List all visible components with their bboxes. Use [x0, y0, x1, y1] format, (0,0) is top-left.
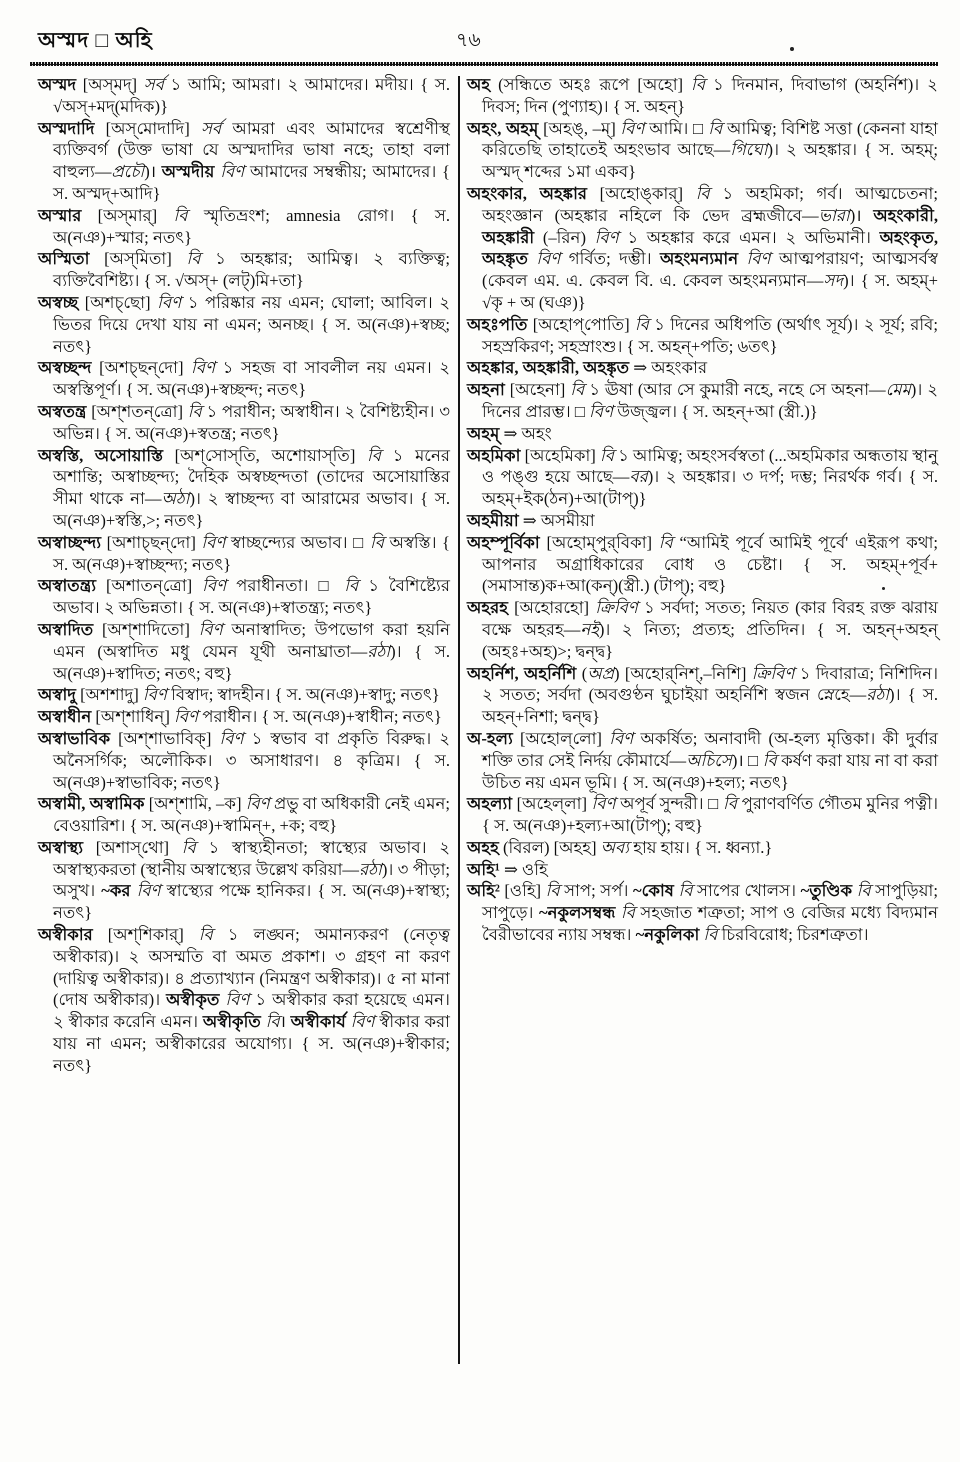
- dictionary-entry: [38, 357, 450, 401]
- definition-text: পরাধীন। { স. অ(নঞ)+স্বাধীন; নতৎ}: [202, 707, 442, 727]
- headword: অস্বাভাবিক: [38, 728, 119, 748]
- headword: অস্মিতা: [38, 249, 105, 269]
- headword: অহর্নিশ, অহর্নিশি: [467, 663, 582, 683]
- pos-label: বি: [856, 881, 876, 901]
- pos-label: অব্য: [600, 837, 634, 857]
- dictionary-entry: [38, 74, 450, 118]
- pos-label: সদ: [823, 271, 844, 291]
- definition-text: [অশ্‌শাভাবিক্]: [118, 728, 220, 748]
- definition-text: [অশ্‌সোস্‌তি, অশোয়াস্‌তি]: [174, 445, 368, 465]
- definition-text: “আমিই পূর্বে আমিই পূর্বে' এইরূপ কথা; আপনার অগ্রাধিকারের বোধ ও চেষ্টা। { স. অহম্+পূর্ব+(সমাসান্ত)ক+আ(কন্)(স্ত্রী.) (টাপ্); বহু}: [482, 532, 938, 596]
- headword: অহঃপতি: [467, 314, 533, 334]
- pos-label: রঠা: [359, 859, 382, 879]
- headword: অহি¹: [467, 859, 504, 879]
- headword: অস্মদ: [38, 75, 83, 94]
- headword: ~নকুলসম্বন্ধ: [539, 903, 621, 923]
- definition-text: [ওহি]: [504, 881, 546, 901]
- definition-text: (: [581, 663, 588, 683]
- dictionary-entry: [38, 575, 450, 619]
- definition-text: [অহোম্‌পুর্‌বিকা]: [546, 532, 659, 552]
- pos-label: বিণ: [174, 707, 203, 727]
- dictionary-entry: [38, 205, 450, 249]
- column-divider: [458, 76, 460, 1364]
- headword: অহল্যা: [467, 794, 517, 814]
- dictionary-entry: [467, 597, 938, 662]
- definition-text: পুরাণবর্ণিত গৌতম মুনির পত্নী। { স. অ(নঞ)+হল্য+আ(টাপ্); বহু}: [482, 794, 939, 836]
- definition-text: ১ লঙ্ঘন; অমান্যকরণ (নেতৃত্ব অস্বীকার)। ২ অসম্মতি বা অমত প্রকাশ। ৩ গ্রহণ না করণ (দায়িত্ব অস্বীকার)। ৪ প্রত্যাখ্যান (নিমন্ত্রণ অস্বীকার)। ৫ না মানা (দোষ অস্বীকার)।: [53, 925, 451, 1010]
- dictionary-entry: [38, 837, 450, 924]
- definition-text: অপূর্ব সুন্দরী। □: [620, 794, 724, 814]
- definition-text: )। ২ অহঙ্কার। { স. অহম্; অস্মদ্ শব্দের ১মা একব}: [482, 140, 938, 182]
- definition-text: [অহোপ্‌পোতি]: [532, 314, 635, 334]
- definition-text: [অশচ্‌ছো]: [84, 292, 158, 312]
- definition-text: )।: [144, 162, 162, 182]
- definition-text: (–রিন): [542, 227, 595, 247]
- definition-text: [অশ্‌শাধিন্]: [95, 707, 175, 727]
- pos-label: বিণ: [157, 292, 188, 312]
- headword: অস্বীকার: [38, 925, 108, 945]
- headword: অস্বাতন্ত্র্য: [38, 576, 107, 596]
- pos-label: বিণ: [142, 685, 172, 705]
- definition-text: [অহেমিকা]: [524, 445, 600, 465]
- dictionary-entry: [38, 532, 450, 576]
- headword: অস্বীকৃতি: [202, 1012, 266, 1032]
- definition-text: )।: [849, 205, 874, 225]
- pos-label: বি: [181, 837, 209, 857]
- pos-label: বিণ: [219, 728, 252, 748]
- headword: অস্বাধীন: [38, 707, 96, 727]
- dictionary-entry: [38, 292, 450, 357]
- dictionary-entry: [38, 619, 450, 684]
- definition-text: )। ২ নিত্য; প্রত্যহ; প্রতিদিন। { স. অহন্+অহন্ (অহঃ+অহ)>; দ্বন্দ্ব}: [482, 619, 938, 661]
- pos-label: বিণ: [591, 794, 621, 814]
- pos-label: বিণ: [220, 162, 250, 182]
- pos-label: বিণ: [594, 227, 628, 247]
- definition-text: ১ অহঙ্কার করে এমন। ২ অভিমানী।: [627, 227, 880, 247]
- pos-label: বিণ: [136, 881, 167, 901]
- dictionary-entry: [467, 859, 938, 881]
- headword: অহংমন্যমান: [660, 249, 747, 269]
- definition-text: ১ দিনের অধিপতি (অর্থাৎ সূর্য)। ২ সূর্য; রবি; সহস্রকিরণ; সহস্রাংশু। { স. অহন্+পতি; ৬তৎ}: [482, 314, 938, 356]
- headword: অহরহ: [467, 598, 515, 618]
- definition-text: )। ২ অহঙ্কার। ৩ দর্প; দম্ভ; নিরর্থক গর্ব। { স. অহম্+ইক(ঠন)+আ(টাপ্)}: [482, 467, 938, 509]
- definition-text: উজ্জ্বল। { স. অহন্+আ (স্ত্রী.)}: [617, 401, 818, 421]
- definition-text: সাপের খোলস।: [696, 881, 801, 901]
- definition-text: [অশাস্‌থো]: [95, 837, 182, 857]
- definition-text: ⇒ অহংকার: [633, 358, 708, 378]
- pos-label: সর্ব: [143, 75, 171, 94]
- dictionary-entry: [467, 837, 938, 859]
- pos-label: ক্রিবিণ: [595, 598, 644, 618]
- definition-text: গর্বিত; দম্ভী।: [568, 249, 661, 269]
- pos-label: সর্ব: [200, 118, 233, 138]
- definition-text: ১ পরাধীন; অস্বাধীন। ২ বৈশিষ্ট্যহীন। ৩ অভিন্ন। { স. অ(নঞ)+স্বতন্ত্র; নতৎ}: [53, 401, 451, 443]
- headword: অস্বাদিত: [38, 619, 102, 639]
- definition-text: )। { স. অহন্+নিশা; দ্বন্দ্ব}: [482, 685, 938, 727]
- pos-label: বর: [629, 467, 648, 487]
- pos-label: বি: [265, 1012, 280, 1032]
- headword: অস্বীকার্য: [290, 1012, 351, 1032]
- pos-label: বি: [367, 445, 393, 465]
- pos-label: বি: [344, 576, 369, 596]
- definition-text: (সন্ধিতে অহঃ রূপে [অহো]: [498, 75, 692, 94]
- pos-label: বি: [186, 249, 216, 269]
- definition-text: আমিত্ব; বিশিষ্ট সত্তা (কেননা যাহা করিতেছি তাহাতেই অহংভাব আছে—: [482, 118, 938, 160]
- definition-text: আমি। □: [649, 118, 709, 138]
- definition-text: )। { স. অ(নঞ)+স্বাদিত; নতৎ; বহু}: [53, 641, 450, 683]
- definition-text: [অহেল্‌লা]: [516, 794, 592, 814]
- definition-text: [অহোরহো]: [514, 598, 596, 618]
- definition-text: ⇒ অসমীয়া: [522, 510, 595, 530]
- definition-text: [অহঙ্, –ম্]: [543, 118, 621, 138]
- definition-text: ১ সর্বদা; সতত; নিয়ত (কার বিরহ রক্ত ঝরায় বক্ষে অহরহ—: [482, 598, 938, 639]
- definition-text: স্মৃতিভ্রংশ; amnesia রোগ। { স. অ(নঞ)+স্মার; নতৎ}: [53, 205, 450, 247]
- definition-text: [অশচ্‌ছন্‌দো]: [99, 358, 192, 378]
- headword: অহং, অহম্: [467, 118, 544, 138]
- definition-text: ১ আমিত্ব; অহংসর্বস্বতা (...অহমিকার অন্ধতায় স্থানু ও পঙ্গু হয়ে আছে—: [482, 445, 938, 487]
- definition-text: ⇒ ওহি: [503, 859, 548, 879]
- definition-text: অস্বস্তি। { স. অ(নঞ)+স্বাচ্ছন্দ্য; নতৎ}: [53, 532, 450, 574]
- dictionary-entry: [467, 183, 938, 314]
- definition-text: অকর্ষিত; অনাবাদী (অ-হল্য মৃত্তিকা। কী দুর্বার শক্তি তার সেই নির্দয় কৌমার্যে—: [482, 728, 938, 770]
- headword: অহহ: [467, 837, 503, 857]
- pos-label: রঠা: [367, 641, 391, 661]
- dictionary-entry: [38, 445, 450, 532]
- pos-label: বি: [723, 794, 742, 814]
- headword: অহম্: [467, 423, 504, 443]
- pos-label: বি: [678, 881, 697, 901]
- pos-label: বিণ: [536, 249, 569, 269]
- dictionary-entry: [38, 793, 450, 837]
- definition-text: [অহেনা]: [509, 380, 571, 400]
- headword: অহঙ্কার, অহঙ্কারী, অহঙ্কৃত: [467, 358, 634, 378]
- definition-text: [অশ্‌শিকার্]: [107, 925, 199, 945]
- definition-text: স্বাচ্ছন্দ্যের অভাব। □: [230, 532, 370, 552]
- pos-label: বিণ: [198, 619, 232, 639]
- dictionary-entry: [467, 663, 938, 728]
- definition-text: ১ বৈশিষ্ট্যের অভাব। ২ অভিন্নতা। { স. অ(নঞ)+স্বাতন্ত্র্য; নতৎ}: [53, 576, 451, 618]
- headword: অহংকৃত, অহঙ্কৃত: [482, 227, 939, 269]
- dictionary-entry: [467, 445, 938, 510]
- headword: অস্বস্তি, অসোয়াস্তি: [38, 445, 175, 465]
- headword: অহংকারী, অহঙ্কারী: [482, 205, 938, 247]
- definition-text: [অশাতন্‌ত্রো]: [106, 576, 203, 596]
- definition-text: প্রভু বা অধিকারী নেই এমন; বেওয়ারিশ। { স. অ(নঞ)+স্বামিন্+, +ক; বহু}: [53, 794, 450, 836]
- pos-label: বি: [695, 183, 723, 203]
- pos-label: রঠা: [866, 685, 890, 705]
- definition-text: )। □: [731, 750, 763, 770]
- definition-text: ১ স্বাস্থ্যহীনতা; স্বাস্থ্যের অভাব। ২ অস্বাস্থ্যকরতা (স্থানীয় অস্বাস্থ্যের উল্লেখ করিয়া—: [53, 837, 450, 879]
- pos-label: বিণ: [350, 1012, 380, 1032]
- definition-text: [অস্‌মিতা]: [104, 249, 187, 269]
- headword: অস্বাচ্ছন্দ্য: [38, 532, 107, 552]
- definition-text: ১ ঊষা (আর সে কুমারী নহে, নহে সে অহনা—: [589, 380, 886, 400]
- dictionary-entry: [38, 706, 450, 728]
- pos-label: বিণ: [245, 794, 274, 814]
- pos-label: ক্রিবিণ: [751, 663, 800, 683]
- pos-label: বি: [599, 445, 619, 465]
- definition-text: [অস্‌মার্]: [97, 205, 174, 225]
- pos-label: বি: [369, 532, 390, 552]
- definition-text: [অস্‌মদ্]: [82, 75, 144, 94]
- pos-label: বিণ: [202, 576, 237, 596]
- headword: ~কোষ: [633, 881, 679, 901]
- headword: অহম্পূর্বিকা: [467, 532, 547, 552]
- pos-label: অচিসে: [686, 750, 732, 770]
- definition-text: ১ স্বভাব বা প্রকৃতি বিরুদ্ধ। ২ অনৈসর্গিক; অলৌকিক। ৩ অসাধারণ। ৪ কৃত্রিম। { স. অ(নঞ)+স্বাভাবিক; নতৎ}: [53, 728, 451, 792]
- dictionary-entry: [467, 793, 938, 837]
- pos-label: বিণ: [609, 728, 641, 748]
- definition-text: আমাদের সম্বন্ধীয়; আমাদের। { স. অস্মদ্+আদি}: [53, 162, 450, 203]
- pos-label: বিণ: [225, 990, 256, 1010]
- dictionary-entry: [467, 880, 938, 945]
- headword: ~নকুলিকা: [635, 925, 704, 945]
- headword: অহমিকা: [467, 445, 525, 465]
- header-rule: [30, 62, 938, 66]
- headword: ~কর: [101, 881, 137, 901]
- headword: অহংকার, অহঙ্কার: [467, 183, 600, 203]
- pos-label: গিঘো: [730, 140, 768, 160]
- definition-text: ⇒ অহং: [503, 423, 552, 443]
- headword: অহি²: [467, 881, 505, 901]
- dictionary-entry: [467, 357, 938, 379]
- pos-label: বি: [198, 925, 228, 945]
- guide-words: অস্মদ □ অহি: [38, 28, 153, 52]
- pos-label: মেম: [885, 380, 911, 400]
- pos-label: বি: [173, 205, 204, 225]
- pos-label: বিণ: [620, 118, 650, 138]
- dictionary-entry: [38, 924, 450, 1077]
- page-number: ৭৬: [456, 30, 481, 51]
- definition-text: [অশাচ্‌ছন্‌দো]: [106, 532, 202, 552]
- pos-label: অঠা: [161, 489, 190, 509]
- definition-text: সাপুড়িয়া; সাপুড়ে।: [482, 881, 938, 923]
- headword: অস্বচ্ছন্দ: [38, 358, 100, 378]
- scan-speckle: [790, 47, 794, 51]
- definition-text: ১ দিবারাত্র; নিশিদিন। ২ সতত; সর্বদা (অবগুণ্ঠন ঘুচাইয়া অহর্নিশি স্বজন স্নেহে—: [482, 663, 939, 705]
- definition-text: ১ মনের অশান্তি; অস্বাচ্ছন্দ্য; দৈহিক অস্বচ্ছন্দতা (তাদের অসোয়াস্তির সীমা থাকে না—: [53, 445, 450, 509]
- definition-text: কর্ষণ করা যায় না বা করা উচিত নয় এমন ভূমি। { স. অ(নঞ)+হল্য; নতৎ}: [482, 750, 939, 792]
- definition-text: হায় হায়। { স. ধ্বন্যা.}: [633, 837, 773, 857]
- headword: অস্মদাদি: [38, 118, 106, 138]
- pos-label: বি: [570, 380, 590, 400]
- pos-label: বি: [658, 532, 680, 552]
- headword: অহমীয়া: [467, 510, 523, 530]
- definition-text: অনাস্বাদিত; উপভোগ করা হয়নি এমন (অস্বাদিত মধু যেমন যূথী অনাঘ্রাতা—: [53, 619, 450, 661]
- headword: অস্মদীয়: [161, 162, 221, 182]
- dictionary-entry: [467, 510, 938, 532]
- pos-label: বি: [187, 401, 207, 421]
- headword: অস্বচ্ছ: [38, 292, 85, 312]
- definition-text: আমরা এবং আমাদের স্বশ্রেণীস্থ ব্যক্তিবর্গ (উক্ত ভাষা যে অস্মদাদির ভাষা নহে; তাহা বলা বাহুল্য—: [53, 118, 450, 182]
- dictionary-entry: [38, 118, 450, 205]
- dictionary-entry: [467, 532, 938, 597]
- pos-label: প্রচৌ: [111, 162, 145, 182]
- headword: অস্বাস্থ্য: [38, 837, 96, 857]
- pos-label: ভারা: [818, 205, 850, 225]
- dictionary-entry: [467, 728, 938, 793]
- dictionary-entry: [467, 74, 938, 118]
- headword: অহ: [467, 75, 499, 94]
- definition-text: স্বাস্থ্যের পক্ষে হানিকর। { স. অ(নঞ)+স্বাস্থ্য; নতৎ}: [53, 881, 451, 923]
- column-right: [467, 74, 938, 1414]
- column-left: [38, 74, 450, 1414]
- definition-text: [অশশাদু]: [80, 685, 143, 705]
- dictionary-entry: [467, 118, 938, 183]
- pos-label: বিণ: [191, 358, 223, 378]
- definition-text: ১ আমি; আমরা। ২ আমাদের। মদীয়। { স. √অস্+মদ্(মদিক)}: [53, 75, 450, 116]
- definition-text: চিরবিরোধ; চিরশত্রুতা।: [721, 925, 869, 945]
- definition-text: ১ অস্বীকার করা হয়েছে এমন। ২ স্বীকার করেনি এমন।: [53, 990, 450, 1032]
- headword: অস্বতন্ত্র: [38, 401, 92, 421]
- definition-text: ১ অহঙ্কার; আমিত্ব। ২ ব্যক্তিত্ব; ব্যক্তিবৈশিষ্ট্য। { স. √অস্+ (লট্)মি+তা}: [53, 249, 450, 291]
- dictionary-entry: [38, 684, 450, 706]
- definition-text: ১ দিনমান, দিবাভাগ (অহর্নিশ)। ২ দিবস; দিন (পুণ্যাহ)। { স. অহন্}: [482, 75, 938, 116]
- dictionary-entry: [38, 401, 450, 445]
- definition-text: ১ পরিষ্কার নয় এমন; ঘোলা; আবিল। ২ ভিতর দিয়ে দেখা যায় না এমন; অনচ্ছ। { স. অ(নঞ)+স্বচ্ছ; নতৎ}: [53, 292, 451, 356]
- pos-label: বি: [634, 314, 655, 334]
- definition-text: )। ২ স্বাচ্ছন্দ্য বা আরামের অভাব। { স. অ(নঞ)+স্বস্তি,>; নতৎ}: [53, 489, 450, 530]
- definition-text: ) [অহোর্‌নিশ্,–নিশি]: [614, 663, 752, 683]
- pos-label: বি: [708, 118, 727, 138]
- definition-text: [অশ্‌শামি, –ক]: [148, 794, 246, 814]
- pos-label: বি: [691, 75, 713, 94]
- dictionary-entry: [38, 728, 450, 793]
- definition-text: (বিরল) [অহহ]: [502, 837, 601, 857]
- dictionary-entry: [467, 314, 938, 358]
- definition-text: পরাধীনতা। □: [236, 576, 345, 596]
- definition-text: [অশ্‌শাদিতো]: [101, 619, 199, 639]
- pos-label: বিণ: [589, 401, 618, 421]
- pos-label: বি: [762, 750, 782, 770]
- headword: অ-হল্য: [467, 728, 521, 748]
- headword: অস্বাদু: [38, 685, 81, 705]
- pos-label: বিণ: [201, 532, 231, 552]
- definition-text: আত্মপরায়ণ; আত্মসর্বস্ব (কেবল এম. এ. কেবল বি. এ. কেবল অহংমন্যমান—: [482, 249, 938, 291]
- pos-label: বি: [545, 881, 565, 901]
- headword: অস্বীকৃত: [166, 990, 226, 1010]
- definition-text: )। ২ দিনের প্রারম্ভ। □: [482, 380, 938, 421]
- definition-text: )। { স. অহম্+ √কৃ + অ (ঘঞ)}: [482, 271, 938, 312]
- definition-text: ।: [279, 1012, 291, 1032]
- definition-text: ১ অহমিকা; গর্ব। আত্মচেতনা; অহংজ্ঞান (অহঙ্কার নহিলে কি ভেদ ব্রহ্মজীবে—: [482, 183, 938, 225]
- page-header: [38, 24, 935, 58]
- definition-text: [অহোল্‌লো]: [520, 728, 610, 748]
- pos-label: বি: [703, 925, 722, 945]
- definition-text: [অহোঙ্‌কার্]: [599, 183, 696, 203]
- pos-label: অপ্র: [587, 663, 615, 683]
- definition-text: স্বীকার করা যায় না এমন; অস্বীকারের অযোগ্য। { স. অ(নঞ)+স্বীকার; নতৎ}: [53, 1012, 450, 1075]
- definition-text: [অস্‌মোদাদি]: [105, 118, 201, 138]
- text-columns: [38, 74, 938, 1414]
- definition-text: সহজাত শত্রুতা; সাপ ও বেজির মধ্যে বিদ্যমান বৈরীভাবের ন্যায় সম্বন্ধ।: [482, 903, 938, 945]
- pos-label: বিণ: [746, 249, 779, 269]
- pos-label: নই: [580, 619, 599, 639]
- pos-label: বি: [620, 903, 641, 923]
- definition-text: ১ সহজ বা সাবলীল নয় এমন। ২ অস্বস্তিপূর্ণ। { স. অ(নঞ)+স্বচ্ছন্দ; নতৎ}: [53, 358, 450, 400]
- headword: ~তুণ্ডিক: [800, 881, 857, 901]
- definition-text: বিস্বাদ; স্বাদহীন। { স. অ(নঞ)+স্বাদু; নতৎ}: [171, 685, 440, 705]
- headword: অস্মার: [38, 205, 98, 225]
- definition-text: সাপ; সর্প।: [564, 881, 633, 901]
- dictionary-entry: [467, 423, 938, 445]
- dictionary-entry: [38, 248, 450, 292]
- definition-text: )। ৩ পীড়া; অসুখ।: [53, 859, 451, 901]
- dictionary-entry: [467, 379, 938, 423]
- headword: অহনা: [467, 380, 510, 400]
- headword: অস্বামী, অস্বামিক: [38, 794, 149, 814]
- definition-text: [অশ্‌শতন্‌ত্রো]: [91, 401, 188, 421]
